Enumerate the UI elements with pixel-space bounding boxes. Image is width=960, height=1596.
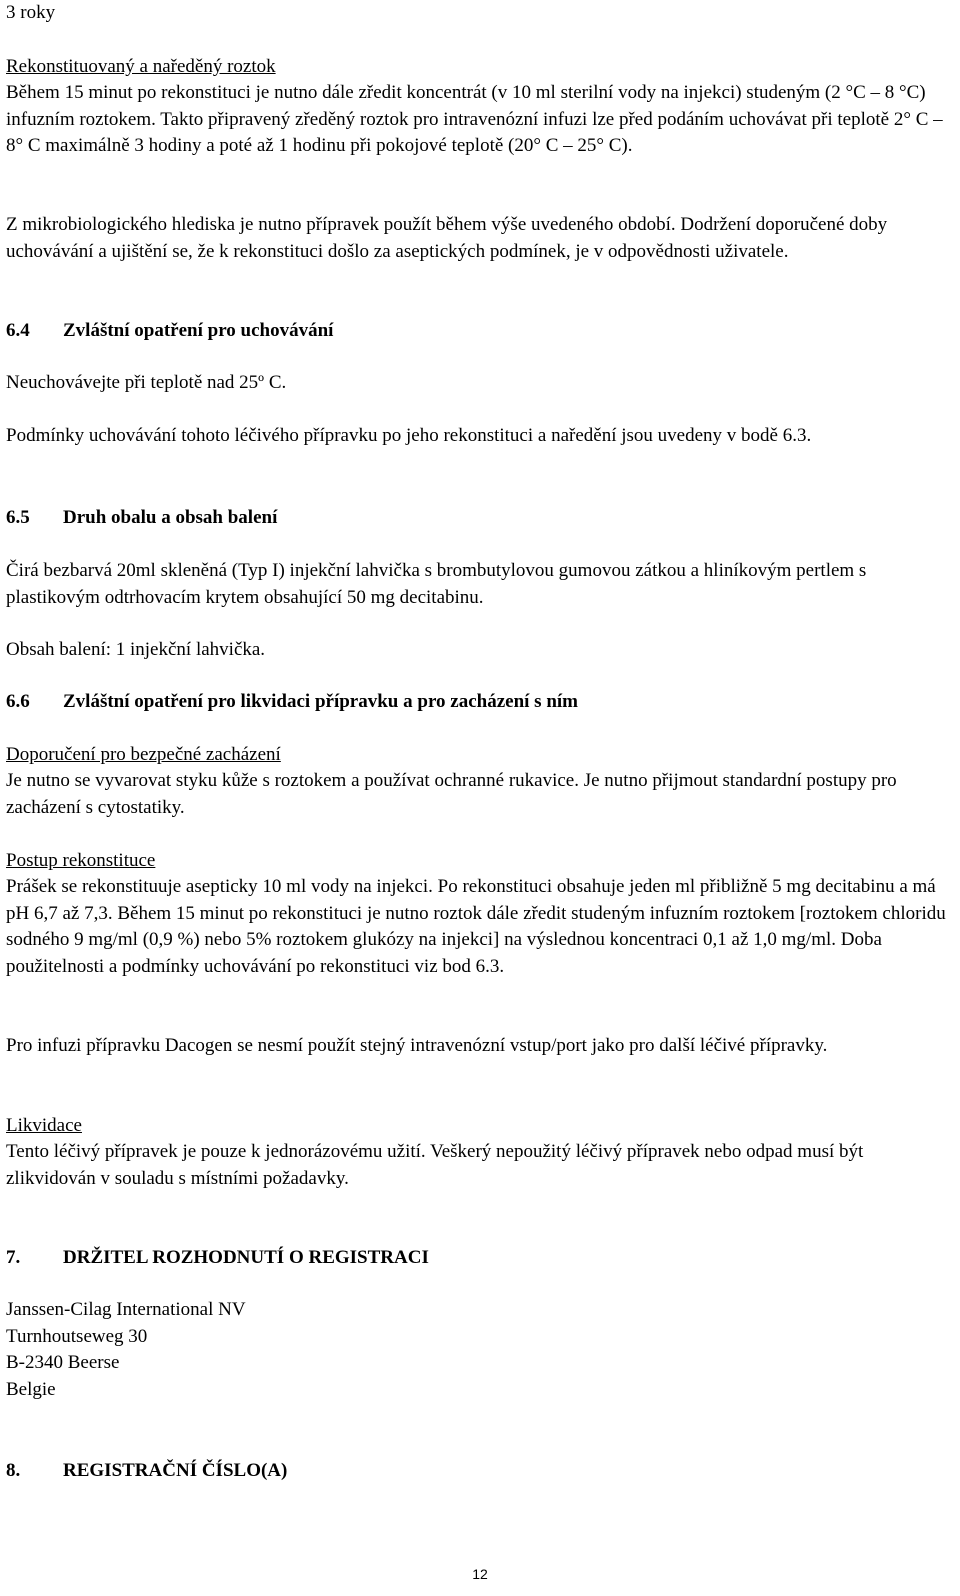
section-title: Druh obalu a obsah balení bbox=[63, 507, 278, 528]
section-number: 6.4 bbox=[6, 320, 30, 341]
section-heading-6-5 bbox=[6, 505, 951, 532]
disposal-paragraph: Tento léčivý přípravek je pouze k jednorázovému užití. Veškerý nepoužitý léčivý přípravek nebo odpad musí být zlikvidován v souladu s místními požadavky. bbox=[6, 1141, 864, 1189]
disposal-subtitle: Likvidace bbox=[6, 1115, 82, 1136]
holder-address bbox=[6, 1297, 951, 1403]
storage-temperature-paragraph: Neuchovávejte při teplotě nad 25º C. bbox=[6, 372, 287, 393]
storage-conditions-paragraph: Podmínky uchovávání tohoto léčivého přípravku po jeho rekonstituci a naředění jsou uvedeny v bodě 6.3. bbox=[6, 425, 812, 446]
reconstitution-subtitle: Postup rekonstituce bbox=[6, 850, 156, 871]
storage-period-line: 3 roky bbox=[6, 2, 56, 23]
section-number: 7. bbox=[6, 1247, 21, 1268]
address-line: B-2340 Beerse bbox=[6, 1352, 120, 1373]
address-line: Belgie bbox=[6, 1378, 56, 1400]
section-title: DRŽITEL ROZHODNUTÍ O REGISTRACI bbox=[63, 1247, 429, 1268]
section-number: 6.5 bbox=[6, 507, 30, 528]
reconstituted-subtitle: Rekonstituovaný a naředěný roztok bbox=[6, 56, 276, 77]
section-heading-7 bbox=[6, 1245, 951, 1272]
section-number: 6.6 bbox=[6, 691, 30, 712]
address-line: Janssen-Cilag International NV bbox=[6, 1299, 246, 1320]
section-heading-6-4 bbox=[6, 318, 951, 345]
safe-handling-paragraph: Je nutno se vyvarovat styku kůže s roztokem a používat ochranné rukavice. Je nutno přijmout standardní postupy pro zacházení s cytostatiky. bbox=[6, 770, 897, 818]
safe-handling-subtitle: Doporučení pro bezpečné zacházení bbox=[6, 744, 281, 765]
container-description-paragraph: Čirá bezbarvá 20ml skleněná (Typ I) injekční lahvička s brombutylovou gumovou zátkou a hliníkovým pertlem s plastikovým odtrhovacím krytem obsahující 50 mg decitabinu. bbox=[6, 560, 867, 608]
section-title: REGISTRAČNÍ ČÍSLO(A) bbox=[63, 1460, 288, 1481]
address-line: Turnhoutseweg 30 bbox=[6, 1325, 148, 1347]
microbiology-paragraph: Z mikrobiologického hlediska je nutno přípravek použít během výše uvedeného období. Dodržení doporučené doby uchovávání a ujištění se, že k rekonstituci došlo za aseptických podmínek, je v odpovědnosti uživatele. bbox=[6, 214, 888, 262]
section-title: Zvláštní opatření pro uchovávání bbox=[63, 320, 334, 341]
pack-contents-paragraph: Obsah balení: 1 injekční lahvička. bbox=[6, 639, 266, 660]
reconstitution-paragraph: Prášek se rekonstituuje asepticky 10 ml vody na injekci. Po rekonstituci obsahuje jeden ml přibližně 5 mg decitabinu a má pH 6,7 až 7,3. Během 15 minut po rekonstituci je nutno roztok dále zředit studeným infuzním roztokem [roztokem chloridu sodného 9 mg/ml (0,9 %) nebo 5% roztokem glukózy na injekci] na výslednou koncentraci 0,1 až 1,0 mg/ml. Doba použitelnosti a podmínky uchovávání po rekonstituci viz bod 6.3. bbox=[6, 876, 946, 977]
section-number: 8. bbox=[6, 1460, 21, 1481]
section-heading-8 bbox=[6, 1458, 951, 1485]
section-title: Zvláštní opatření pro likvidaci přípravku a pro zacházení s ním bbox=[63, 691, 578, 712]
infusion-line-paragraph: Pro infuzi přípravku Dacogen se nesmí použít stejný intravenózní vstup/port jako pro další léčivé přípravky. bbox=[6, 1035, 828, 1056]
section-heading-6-6 bbox=[6, 689, 951, 716]
page-number: 12 bbox=[472, 1566, 488, 1582]
reconstituted-paragraph: Během 15 minut po rekonstituci je nutno dále zředit koncentrát (v 10 ml sterilní vody na injekci) studeným (2 °C – 8 °C) infuzním roztokem. Takto připravený zředěný roztok pro intravenózní infuzi lze před podáním uchovávat při teplotě 2° C – 8° C maximálně 3 hodiny a poté až 1 hodinu při pokojové teplotě (20° C – 25° C). bbox=[6, 82, 943, 156]
